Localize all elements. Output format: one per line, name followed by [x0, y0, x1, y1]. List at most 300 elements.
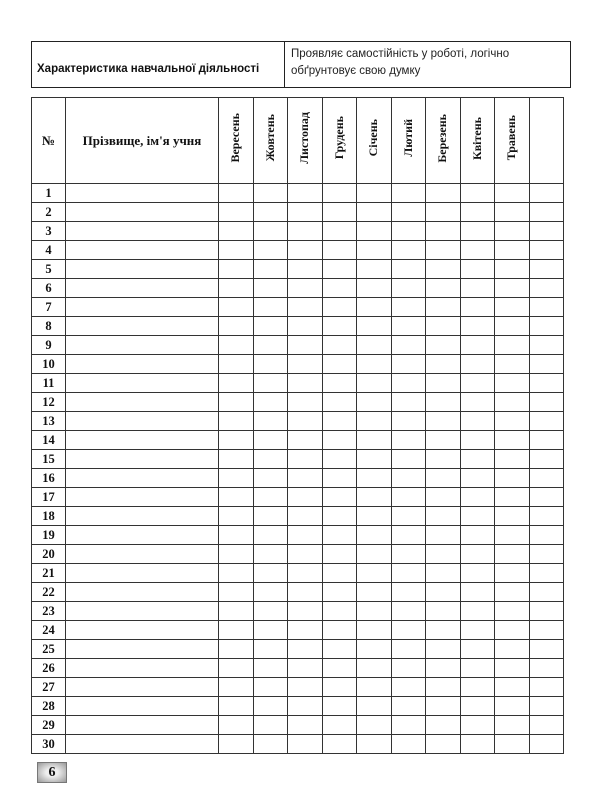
grade-cell[interactable] [529, 450, 564, 469]
grade-cell[interactable] [253, 716, 288, 735]
grade-cell[interactable] [322, 336, 357, 355]
grade-cell[interactable] [460, 412, 495, 431]
student-name-cell[interactable] [66, 545, 219, 564]
student-name-cell[interactable] [66, 355, 219, 374]
grade-cell[interactable] [253, 583, 288, 602]
grade-cell[interactable] [495, 298, 530, 317]
grade-cell[interactable] [460, 659, 495, 678]
student-name-cell[interactable] [66, 659, 219, 678]
grade-cell[interactable] [460, 241, 495, 260]
grade-cell[interactable] [495, 260, 530, 279]
grade-cell[interactable] [288, 241, 323, 260]
grade-cell[interactable] [253, 431, 288, 450]
grade-cell[interactable] [219, 260, 254, 279]
grade-cell[interactable] [460, 583, 495, 602]
grade-cell[interactable] [460, 545, 495, 564]
student-name-cell[interactable] [66, 393, 219, 412]
student-name-cell[interactable] [66, 222, 219, 241]
grade-cell[interactable] [219, 564, 254, 583]
grade-cell[interactable] [391, 469, 426, 488]
grade-cell[interactable] [391, 583, 426, 602]
grade-cell[interactable] [529, 279, 564, 298]
grade-cell[interactable] [391, 203, 426, 222]
grade-cell[interactable] [253, 526, 288, 545]
grade-cell[interactable] [426, 602, 461, 621]
grade-cell[interactable] [460, 184, 495, 203]
grade-cell[interactable] [322, 203, 357, 222]
grade-cell[interactable] [288, 203, 323, 222]
grade-cell[interactable] [219, 488, 254, 507]
grade-cell[interactable] [460, 355, 495, 374]
grade-cell[interactable] [391, 526, 426, 545]
grade-cell[interactable] [253, 488, 288, 507]
grade-cell[interactable] [219, 241, 254, 260]
grade-cell[interactable] [495, 526, 530, 545]
grade-cell[interactable] [460, 621, 495, 640]
grade-cell[interactable] [219, 507, 254, 526]
grade-cell[interactable] [288, 716, 323, 735]
grade-cell[interactable] [357, 583, 392, 602]
grade-cell[interactable] [219, 222, 254, 241]
grade-cell[interactable] [426, 184, 461, 203]
grade-cell[interactable] [288, 697, 323, 716]
grade-cell[interactable] [322, 716, 357, 735]
grade-cell[interactable] [426, 431, 461, 450]
grade-cell[interactable] [391, 317, 426, 336]
grade-cell[interactable] [391, 431, 426, 450]
grade-cell[interactable] [253, 355, 288, 374]
student-name-cell[interactable] [66, 374, 219, 393]
grade-cell[interactable] [495, 374, 530, 393]
grade-cell[interactable] [219, 355, 254, 374]
grade-cell[interactable] [253, 564, 288, 583]
grade-cell[interactable] [426, 317, 461, 336]
grade-cell[interactable] [219, 716, 254, 735]
grade-cell[interactable] [391, 564, 426, 583]
grade-cell[interactable] [288, 735, 323, 754]
grade-cell[interactable] [460, 317, 495, 336]
grade-cell[interactable] [529, 602, 564, 621]
grade-cell[interactable] [253, 260, 288, 279]
grade-cell[interactable] [460, 507, 495, 526]
grade-cell[interactable] [529, 735, 564, 754]
grade-cell[interactable] [322, 545, 357, 564]
grade-cell[interactable] [460, 716, 495, 735]
grade-cell[interactable] [322, 374, 357, 393]
student-name-cell[interactable] [66, 507, 219, 526]
grade-cell[interactable] [219, 374, 254, 393]
grade-cell[interactable] [460, 374, 495, 393]
grade-cell[interactable] [391, 241, 426, 260]
grade-cell[interactable] [495, 222, 530, 241]
grade-cell[interactable] [253, 545, 288, 564]
grade-cell[interactable] [426, 450, 461, 469]
grade-cell[interactable] [219, 469, 254, 488]
grade-cell[interactable] [288, 526, 323, 545]
grade-cell[interactable] [219, 431, 254, 450]
grade-cell[interactable] [529, 526, 564, 545]
grade-cell[interactable] [357, 393, 392, 412]
grade-cell[interactable] [322, 355, 357, 374]
grade-cell[interactable] [426, 260, 461, 279]
grade-cell[interactable] [357, 659, 392, 678]
grade-cell[interactable] [357, 621, 392, 640]
grade-cell[interactable] [322, 184, 357, 203]
grade-cell[interactable] [529, 507, 564, 526]
grade-cell[interactable] [357, 545, 392, 564]
grade-cell[interactable] [253, 450, 288, 469]
grade-cell[interactable] [253, 298, 288, 317]
grade-cell[interactable] [288, 640, 323, 659]
grade-cell[interactable] [253, 279, 288, 298]
grade-cell[interactable] [322, 621, 357, 640]
grade-cell[interactable] [426, 241, 461, 260]
grade-cell[interactable] [219, 621, 254, 640]
grade-cell[interactable] [253, 336, 288, 355]
grade-cell[interactable] [529, 716, 564, 735]
grade-cell[interactable] [322, 393, 357, 412]
grade-cell[interactable] [426, 355, 461, 374]
grade-cell[interactable] [219, 336, 254, 355]
grade-cell[interactable] [495, 355, 530, 374]
student-name-cell[interactable] [66, 564, 219, 583]
grade-cell[interactable] [495, 412, 530, 431]
grade-cell[interactable] [357, 412, 392, 431]
grade-cell[interactable] [219, 735, 254, 754]
grade-cell[interactable] [288, 431, 323, 450]
student-name-cell[interactable] [66, 431, 219, 450]
grade-cell[interactable] [391, 697, 426, 716]
grade-cell[interactable] [288, 583, 323, 602]
student-name-cell[interactable] [66, 260, 219, 279]
grade-cell[interactable] [426, 621, 461, 640]
grade-cell[interactable] [253, 678, 288, 697]
grade-cell[interactable] [460, 260, 495, 279]
grade-cell[interactable] [529, 336, 564, 355]
grade-cell[interactable] [426, 507, 461, 526]
grade-cell[interactable] [460, 393, 495, 412]
student-name-cell[interactable] [66, 697, 219, 716]
grade-cell[interactable] [460, 602, 495, 621]
grade-cell[interactable] [460, 488, 495, 507]
grade-cell[interactable] [495, 450, 530, 469]
grade-cell[interactable] [322, 412, 357, 431]
student-name-cell[interactable] [66, 298, 219, 317]
grade-cell[interactable] [357, 222, 392, 241]
grade-cell[interactable] [426, 279, 461, 298]
grade-cell[interactable] [391, 545, 426, 564]
grade-cell[interactable] [426, 374, 461, 393]
student-name-cell[interactable] [66, 412, 219, 431]
grade-cell[interactable] [322, 222, 357, 241]
grade-cell[interactable] [322, 583, 357, 602]
grade-cell[interactable] [322, 602, 357, 621]
grade-cell[interactable] [460, 678, 495, 697]
grade-cell[interactable] [426, 526, 461, 545]
student-name-cell[interactable] [66, 488, 219, 507]
grade-cell[interactable] [322, 659, 357, 678]
grade-cell[interactable] [357, 716, 392, 735]
grade-cell[interactable] [219, 203, 254, 222]
grade-cell[interactable] [288, 374, 323, 393]
grade-cell[interactable] [391, 640, 426, 659]
grade-cell[interactable] [253, 507, 288, 526]
grade-cell[interactable] [253, 640, 288, 659]
student-name-cell[interactable] [66, 716, 219, 735]
grade-cell[interactable] [495, 431, 530, 450]
grade-cell[interactable] [460, 431, 495, 450]
grade-cell[interactable] [529, 298, 564, 317]
grade-cell[interactable] [529, 545, 564, 564]
grade-cell[interactable] [253, 317, 288, 336]
grade-cell[interactable] [322, 317, 357, 336]
grade-cell[interactable] [426, 659, 461, 678]
grade-cell[interactable] [495, 241, 530, 260]
grade-cell[interactable] [529, 640, 564, 659]
grade-cell[interactable] [253, 735, 288, 754]
grade-cell[interactable] [357, 355, 392, 374]
grade-cell[interactable] [391, 260, 426, 279]
grade-cell[interactable] [253, 469, 288, 488]
grade-cell[interactable] [357, 507, 392, 526]
grade-cell[interactable] [460, 222, 495, 241]
grade-cell[interactable] [391, 336, 426, 355]
grade-cell[interactable] [426, 583, 461, 602]
grade-cell[interactable] [357, 241, 392, 260]
grade-cell[interactable] [357, 564, 392, 583]
grade-cell[interactable] [426, 336, 461, 355]
grade-cell[interactable] [495, 697, 530, 716]
student-name-cell[interactable] [66, 678, 219, 697]
grade-cell[interactable] [322, 298, 357, 317]
grade-cell[interactable] [253, 241, 288, 260]
grade-cell[interactable] [322, 564, 357, 583]
grade-cell[interactable] [495, 507, 530, 526]
grade-cell[interactable] [391, 621, 426, 640]
grade-cell[interactable] [495, 602, 530, 621]
grade-cell[interactable] [529, 260, 564, 279]
grade-cell[interactable] [495, 640, 530, 659]
student-name-cell[interactable] [66, 241, 219, 260]
student-name-cell[interactable] [66, 203, 219, 222]
grade-cell[interactable] [288, 469, 323, 488]
grade-cell[interactable] [219, 697, 254, 716]
grade-cell[interactable] [426, 716, 461, 735]
grade-cell[interactable] [391, 298, 426, 317]
grade-cell[interactable] [219, 450, 254, 469]
grade-cell[interactable] [495, 488, 530, 507]
grade-cell[interactable] [253, 203, 288, 222]
grade-cell[interactable] [253, 697, 288, 716]
grade-cell[interactable] [288, 184, 323, 203]
grade-cell[interactable] [288, 355, 323, 374]
grade-cell[interactable] [426, 564, 461, 583]
grade-cell[interactable] [357, 317, 392, 336]
student-name-cell[interactable] [66, 317, 219, 336]
grade-cell[interactable] [495, 469, 530, 488]
grade-cell[interactable] [357, 279, 392, 298]
student-name-cell[interactable] [66, 583, 219, 602]
grade-cell[interactable] [495, 659, 530, 678]
grade-cell[interactable] [495, 317, 530, 336]
grade-cell[interactable] [529, 564, 564, 583]
grade-cell[interactable] [529, 355, 564, 374]
grade-cell[interactable] [529, 222, 564, 241]
grade-cell[interactable] [426, 678, 461, 697]
grade-cell[interactable] [288, 336, 323, 355]
grade-cell[interactable] [426, 488, 461, 507]
grade-cell[interactable] [391, 393, 426, 412]
grade-cell[interactable] [288, 621, 323, 640]
grade-cell[interactable] [322, 526, 357, 545]
grade-cell[interactable] [426, 697, 461, 716]
grade-cell[interactable] [288, 279, 323, 298]
grade-cell[interactable] [460, 526, 495, 545]
grade-cell[interactable] [495, 336, 530, 355]
grade-cell[interactable] [460, 735, 495, 754]
grade-cell[interactable] [529, 317, 564, 336]
grade-cell[interactable] [495, 279, 530, 298]
grade-cell[interactable] [322, 735, 357, 754]
grade-cell[interactable] [288, 260, 323, 279]
grade-cell[interactable] [357, 488, 392, 507]
grade-cell[interactable] [288, 393, 323, 412]
grade-cell[interactable] [426, 298, 461, 317]
grade-cell[interactable] [391, 374, 426, 393]
grade-cell[interactable] [529, 697, 564, 716]
grade-cell[interactable] [357, 298, 392, 317]
student-name-cell[interactable] [66, 184, 219, 203]
grade-cell[interactable] [322, 241, 357, 260]
grade-cell[interactable] [219, 678, 254, 697]
grade-cell[interactable] [322, 260, 357, 279]
grade-cell[interactable] [219, 317, 254, 336]
grade-cell[interactable] [391, 507, 426, 526]
grade-cell[interactable] [529, 241, 564, 260]
student-name-cell[interactable] [66, 602, 219, 621]
grade-cell[interactable] [357, 450, 392, 469]
grade-cell[interactable] [322, 640, 357, 659]
grade-cell[interactable] [288, 450, 323, 469]
grade-cell[interactable] [391, 355, 426, 374]
grade-cell[interactable] [529, 621, 564, 640]
student-name-cell[interactable] [66, 336, 219, 355]
grade-cell[interactable] [219, 298, 254, 317]
grade-cell[interactable] [322, 469, 357, 488]
grade-cell[interactable] [391, 184, 426, 203]
grade-cell[interactable] [288, 507, 323, 526]
grade-cell[interactable] [391, 279, 426, 298]
grade-cell[interactable] [357, 678, 392, 697]
student-name-cell[interactable] [66, 450, 219, 469]
student-name-cell[interactable] [66, 621, 219, 640]
grade-cell[interactable] [391, 222, 426, 241]
grade-cell[interactable] [529, 583, 564, 602]
grade-cell[interactable] [529, 203, 564, 222]
grade-cell[interactable] [460, 298, 495, 317]
grade-cell[interactable] [529, 393, 564, 412]
grade-cell[interactable] [460, 203, 495, 222]
grade-cell[interactable] [495, 716, 530, 735]
grade-cell[interactable] [495, 621, 530, 640]
grade-cell[interactable] [253, 374, 288, 393]
grade-cell[interactable] [322, 279, 357, 298]
grade-cell[interactable] [391, 716, 426, 735]
student-name-cell[interactable] [66, 640, 219, 659]
grade-cell[interactable] [391, 488, 426, 507]
grade-cell[interactable] [391, 735, 426, 754]
grade-cell[interactable] [288, 412, 323, 431]
grade-cell[interactable] [288, 222, 323, 241]
grade-cell[interactable] [357, 526, 392, 545]
grade-cell[interactable] [322, 431, 357, 450]
grade-cell[interactable] [357, 203, 392, 222]
grade-cell[interactable] [426, 393, 461, 412]
grade-cell[interactable] [357, 336, 392, 355]
grade-cell[interactable] [495, 678, 530, 697]
grade-cell[interactable] [288, 678, 323, 697]
grade-cell[interactable] [322, 450, 357, 469]
grade-cell[interactable] [357, 735, 392, 754]
grade-cell[interactable] [219, 583, 254, 602]
grade-cell[interactable] [253, 184, 288, 203]
grade-cell[interactable] [322, 507, 357, 526]
grade-cell[interactable] [253, 393, 288, 412]
grade-cell[interactable] [288, 659, 323, 678]
student-name-cell[interactable] [66, 469, 219, 488]
grade-cell[interactable] [426, 412, 461, 431]
grade-cell[interactable] [253, 659, 288, 678]
grade-cell[interactable] [288, 488, 323, 507]
grade-cell[interactable] [460, 450, 495, 469]
grade-cell[interactable] [219, 602, 254, 621]
grade-cell[interactable] [219, 640, 254, 659]
student-name-cell[interactable] [66, 735, 219, 754]
grade-cell[interactable] [219, 393, 254, 412]
grade-cell[interactable] [426, 469, 461, 488]
grade-cell[interactable] [288, 545, 323, 564]
grade-cell[interactable] [529, 374, 564, 393]
grade-cell[interactable] [357, 469, 392, 488]
grade-cell[interactable] [322, 697, 357, 716]
grade-cell[interactable] [529, 412, 564, 431]
grade-cell[interactable] [219, 184, 254, 203]
student-name-cell[interactable] [66, 526, 219, 545]
grade-cell[interactable] [426, 203, 461, 222]
grade-cell[interactable] [495, 184, 530, 203]
grade-cell[interactable] [219, 279, 254, 298]
grade-cell[interactable] [288, 317, 323, 336]
grade-cell[interactable] [495, 203, 530, 222]
grade-cell[interactable] [219, 412, 254, 431]
grade-cell[interactable] [460, 279, 495, 298]
grade-cell[interactable] [426, 222, 461, 241]
grade-cell[interactable] [426, 640, 461, 659]
grade-cell[interactable] [426, 545, 461, 564]
grade-cell[interactable] [529, 488, 564, 507]
grade-cell[interactable] [219, 526, 254, 545]
grade-cell[interactable] [253, 602, 288, 621]
grade-cell[interactable] [529, 431, 564, 450]
grade-cell[interactable] [357, 431, 392, 450]
student-name-cell[interactable] [66, 279, 219, 298]
grade-cell[interactable] [529, 184, 564, 203]
grade-cell[interactable] [495, 564, 530, 583]
grade-cell[interactable] [357, 602, 392, 621]
grade-cell[interactable] [529, 659, 564, 678]
grade-cell[interactable] [219, 545, 254, 564]
grade-cell[interactable] [391, 450, 426, 469]
